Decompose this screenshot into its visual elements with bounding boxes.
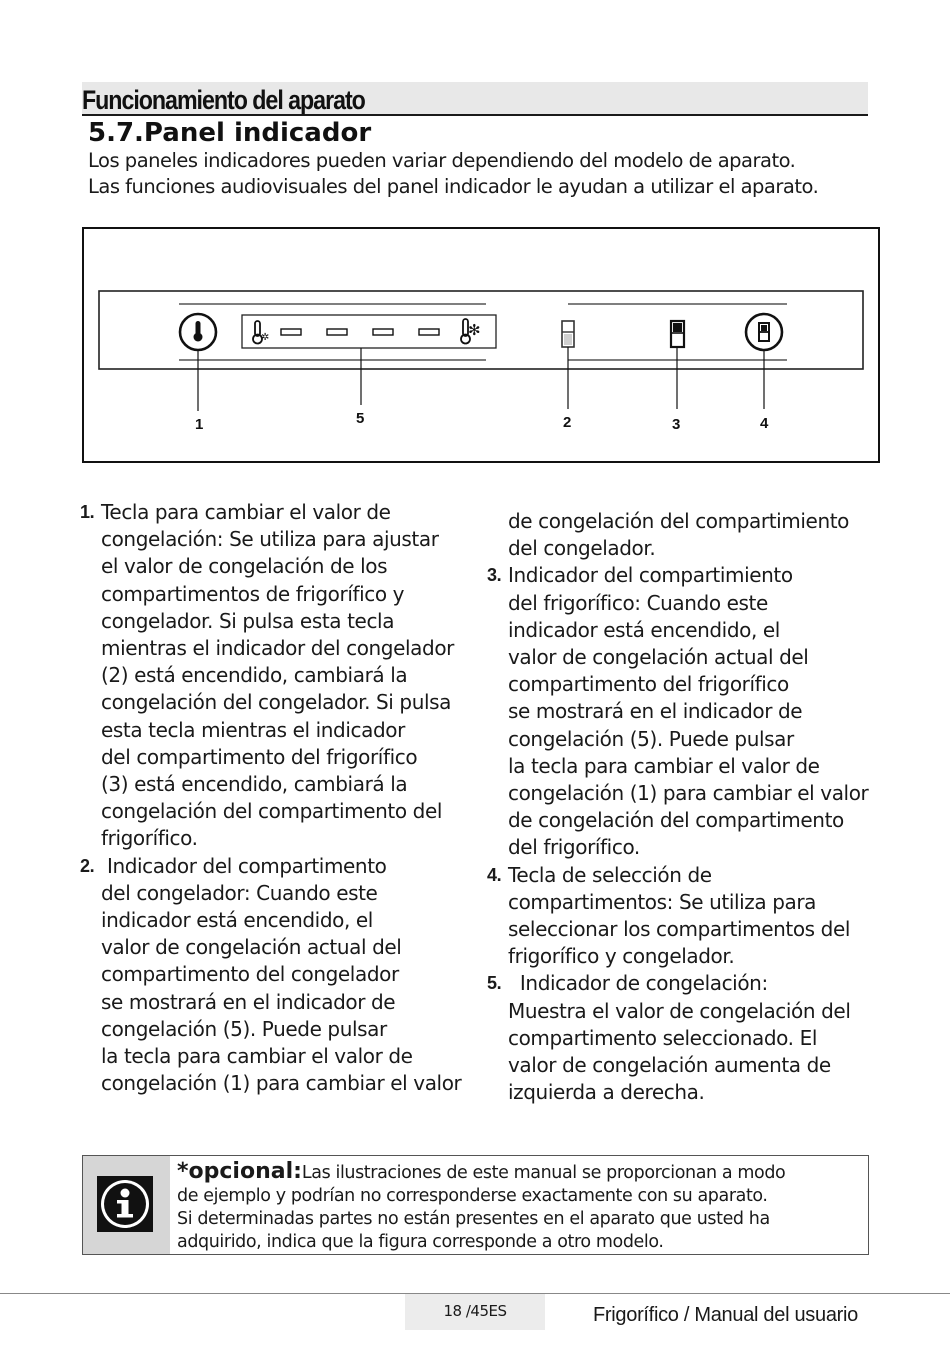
item-line: se mostrará en el indicador de — [101, 989, 396, 1014]
freezer-compartment-indicator-icon — [562, 321, 574, 347]
callout-2: 2 — [563, 414, 572, 431]
intro-text — [88, 148, 888, 199]
note-line: de ejemplo y podrían no corresponderse exactamente con su aparato. — [177, 1186, 768, 1206]
item-line: Muestra el valor de congelación del — [508, 998, 851, 1023]
item-line: mientras el indicador del congelador — [101, 636, 454, 661]
item-line: congelación (5). Puede pulsar — [101, 1016, 387, 1041]
item-line: Indicador del compartimiento — [508, 563, 793, 588]
item-line: compartimentos de frigorífico y — [101, 581, 405, 606]
item-number: 1. — [80, 502, 95, 522]
temperature-button-icon — [180, 314, 216, 350]
list-item-4 — [487, 862, 887, 971]
item-line: congelación del congelador. Si pulsa — [101, 690, 452, 715]
note-line: Si determinadas partes no están presentes en el aparato que usted ha — [177, 1209, 770, 1229]
item-line: se mostrará en el indicador de — [508, 699, 803, 724]
page-number: 18 /45ES — [405, 1294, 545, 1330]
freeze-indicator-frame — [242, 315, 496, 348]
item-line: del frigorífico: Cuando este — [508, 590, 768, 615]
item-line: la tecla para cambiar el valor de — [101, 1044, 413, 1069]
list-item-2-continued — [487, 508, 887, 562]
item-line: frigorífico. — [101, 826, 198, 851]
item-line: de congelación del compartimiento — [508, 509, 849, 533]
callout-1: 1 — [195, 416, 204, 433]
note-label: *opcional: — [177, 1159, 302, 1184]
item-line: valor de congelación actual del — [101, 935, 402, 960]
chapter-title: Funcionamiento del aparato — [82, 85, 365, 115]
item-line: congelación (5). Puede pulsar — [508, 726, 794, 751]
left-column — [80, 499, 480, 1097]
panel-figure — [82, 227, 880, 463]
item-line: del congelador: Cuando este — [101, 880, 378, 905]
item-line: el valor de congelación de los — [101, 554, 388, 579]
freeze-level-segment — [419, 329, 439, 335]
item-line: compartimento del frigorífico — [508, 672, 789, 697]
optional-note-box — [82, 1155, 869, 1255]
item-line: seleccionar los compartimentos del — [508, 917, 851, 942]
item-line: Indicador de congelación: — [508, 971, 768, 996]
item-number: 5. — [487, 973, 502, 994]
freeze-level-segment — [327, 329, 347, 335]
svg-text:✲: ✲ — [261, 332, 270, 343]
item-line: congelación (1) para cambiar el valor — [101, 1071, 462, 1096]
note-line: adquirido, indica que la figura corresponde a otro modelo. — [177, 1232, 664, 1252]
item-line: de congelación del compartimento — [508, 808, 844, 833]
item-line: la tecla para cambiar el valor de — [508, 753, 820, 778]
item-number: 4. — [487, 864, 502, 885]
item-line: del compartimento del frigorífico — [101, 744, 418, 769]
list-item-2 — [80, 853, 480, 1098]
item-line: congelador. Si pulsa esta tecla — [101, 608, 395, 633]
callout-4: 4 — [760, 415, 769, 432]
svg-text:✻: ✻ — [468, 321, 481, 339]
callout-5: 5 — [356, 410, 365, 427]
item-line: del frigorífico. — [508, 835, 640, 860]
panel-diagram — [84, 229, 878, 461]
compartment-select-button-icon — [746, 314, 782, 350]
intro-line: Las funciones audiovisuales del panel indicador le ayudan a utilizar el aparato. — [88, 174, 819, 198]
item-line: congelación (1) para cambiar el valor — [508, 781, 869, 806]
item-line: frigorífico y congelador. — [508, 944, 735, 969]
item-line: esta tecla mientras el indicador — [101, 717, 405, 742]
list-item-3 — [487, 562, 887, 861]
item-line: valor de congelación actual del — [508, 645, 809, 670]
item-line: valor de congelación aumenta de — [508, 1053, 831, 1078]
thermometer-warm-icon — [253, 321, 269, 344]
item-line: Tecla de selección de — [508, 862, 712, 887]
info-icon — [83, 1156, 170, 1254]
item-line: del congelador. — [508, 536, 656, 561]
freeze-level-segment — [373, 329, 393, 335]
item-line: congelación: Se utiliza para ajustar — [101, 527, 439, 552]
item-line: indicador está encendido, el — [508, 617, 780, 642]
item-line: Tecla para cambiar el valor de — [101, 500, 391, 524]
item-line: compartimentos: Se utiliza para — [508, 889, 817, 914]
list-item-1 — [80, 499, 480, 853]
item-line: indicador está encendido, el — [101, 908, 373, 933]
callout-3: 3 — [672, 416, 681, 433]
item-line: Indicador del compartimento — [101, 853, 387, 878]
right-column — [487, 508, 887, 1106]
footer-title: Frigorífico / Manual del usuario — [593, 1304, 858, 1326]
fridge-compartment-indicator-icon — [671, 321, 684, 347]
freeze-level-segment — [281, 329, 301, 335]
note-line: Las ilustraciones de este manual se proporcionan a modo — [301, 1163, 786, 1183]
item-number: 2. — [80, 855, 95, 876]
item-line: (3) está encendido, cambiará la — [101, 772, 408, 797]
section-title: 5.7.Panel indicador — [88, 118, 372, 148]
item-line: (2) está encendido, cambiará la — [101, 663, 408, 688]
item-line: izquierda a derecha. — [508, 1080, 705, 1105]
item-line: compartimento del congelador — [101, 962, 399, 987]
note-text — [177, 1160, 857, 1254]
intro-line: Los paneles indicadores pueden variar dependiendo del modelo de aparato. — [88, 149, 796, 172]
item-line: compartimento seleccionado. El — [508, 1025, 817, 1050]
thermometer-cold-icon — [461, 319, 481, 344]
item-line: congelación del compartimento del — [101, 799, 442, 824]
note-icon-panel — [83, 1156, 170, 1254]
item-number: 3. — [487, 565, 502, 586]
list-item-5 — [487, 970, 887, 1106]
